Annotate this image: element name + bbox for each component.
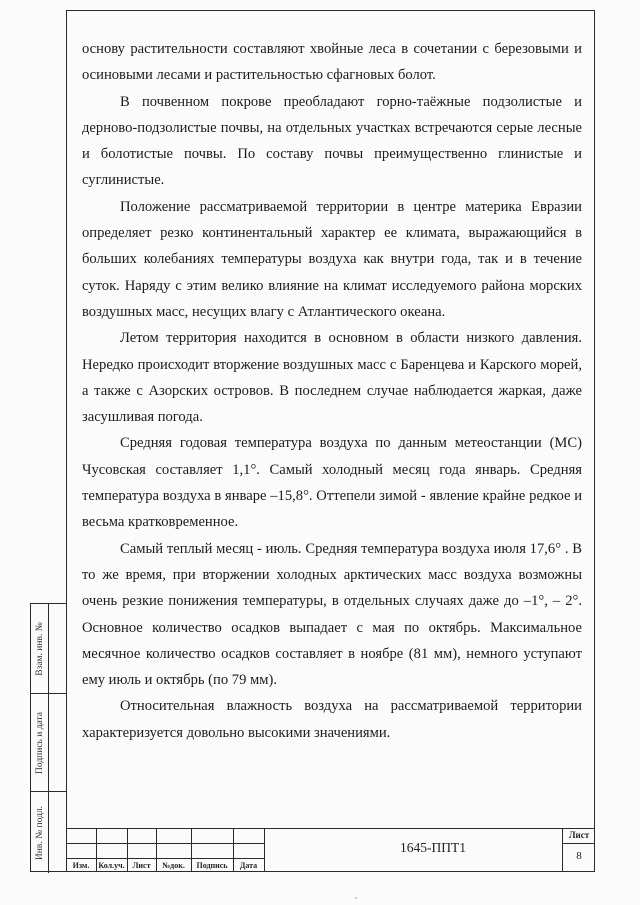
paragraph-6: Самый теплый месяц - июль. Средняя температура воздуха июля 17,6° . В то же время, при вторжении холодных арктических масс воздуха возможны очень резкие понижения температуры, в отдельных случаях даже до –1°, – 2°. Основное количество осадков выпадает с мая по октябрь. Максимальное месячное количество осадков составляет в ноябре (81 мм), немного уступают ему июль и октябрь (по 79 мм). — [82, 540, 582, 689]
stamp-col-izm: Изм. — [72, 861, 90, 870]
paragraph-5: Средняя годовая температура воздуха по данным метеостанции (МС) Чусовская составляет 1,1°. Самый холодный месяц года январь. Средняя температура воздуха в январе –15,8°. Оттепели зимой - явление крайне редкое и весьма кратковременное. — [82, 435, 582, 531]
side-row-inv-orig — [31, 792, 67, 873]
paragraph-3: Положение рассматриваемой территории в центре материка Евразии определяет резко континентальный характер ее климата, выражающийся в больших колебаниях температуры воздуха как внутри года, так и в течение суток. Наряду с этим велико влияние на климат исследуемого района морских воздушных масс, несущих влагу с Атлантического океана. — [82, 198, 582, 320]
sheet-label: Лист — [568, 830, 590, 840]
stamp-col-kol-uch: Кол.уч. — [98, 861, 125, 870]
side-row-sign-date — [31, 694, 67, 792]
body-text — [82, 36, 582, 746]
stamp-col-ndok: №док. — [162, 861, 185, 870]
document-code: 1645-ППТ1 — [400, 840, 466, 855]
title-block — [66, 828, 595, 872]
side-stamp — [30, 603, 66, 872]
side-label-inv-orig: Инв. № подл. — [35, 805, 45, 860]
stamp-col-list: Лист — [132, 861, 151, 870]
paragraph-2: В почвенном покрове преобладают горно-таёжные подзолистые и дерново-подзолистые почвы, на отдельных участках встречаются серые лесные и болотистые почвы. По составу почвы преимущественно глинистые и суглинистые. — [82, 93, 582, 189]
paragraph-1: основу растительности составляют хвойные леса в сочетании с березовыми и осиновыми лесами и растительностью сфагновых болот. — [82, 41, 582, 84]
side-row-inv-zam — [31, 604, 67, 694]
sheet-number: 8 — [576, 850, 582, 862]
stamp-col-podpis: Подпись — [196, 861, 228, 870]
side-label-inv-zam: Взам. инв. № — [35, 621, 45, 676]
scan-speck — [355, 897, 357, 899]
side-label-sign-date: Подпись и дата — [35, 711, 45, 774]
paragraph-4: Летом территория находится в основном в области низкого давления. Нередко происходит вторжение воздушных масс с Баренцева и Карского морей, а также с Азорских островов. В последнем случае наблюдается жаркая, даже засушливая погода. — [82, 330, 582, 426]
stamp-col-data: Дата — [239, 861, 258, 870]
paragraph-7: Относительная влажность воздуха на рассматриваемой территории характеризуется довольно высокими значениями. — [82, 698, 582, 741]
